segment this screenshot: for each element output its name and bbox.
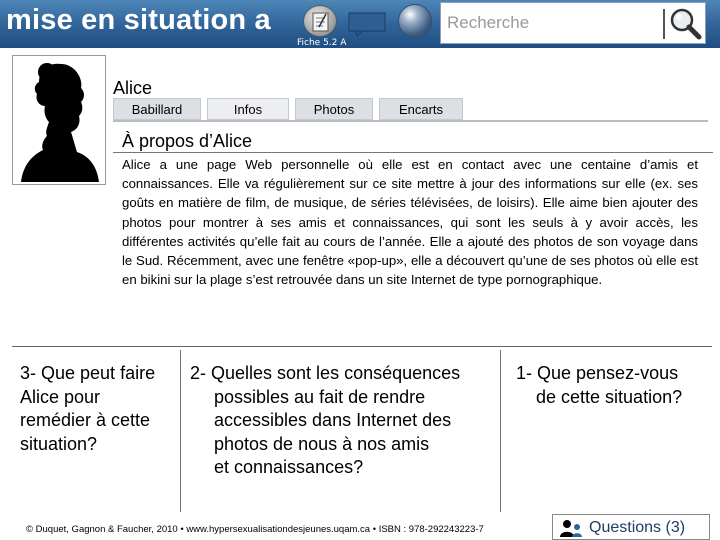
search-separator	[663, 9, 665, 39]
questions-nav[interactable]	[552, 514, 710, 540]
question-3-line: Alice pour	[20, 386, 101, 407]
about-text: Alice a une page Web personnelle où elle est en contact avec une centaine d’amis et connaissances. Elle va régulièrement sur ce site mettre à jour des informations sur elle (ex. ses goûts en matière de film, de musique, de séries télévisées, de loisirs). Elle aime bien ajouter des photos pour montrer à ses amis et connaissances, qui sont les seuls à y avoir accès, les différentes activités qu’elle fait au cours de l’année. Elle a ajouté des photos de son voyage dans le Sud. Récemment, avec une fenêtre «pop-up», elle a découvert qu’une de ses photos où elle est en bikini sur la plage s’est retrouvée dans un site Internet de type pornographique.	[122, 157, 698, 288]
question-1-line: 1- Que pensez-vous	[516, 363, 679, 383]
question-2-line: et connaissances?	[214, 457, 364, 477]
avatar	[12, 55, 106, 185]
sheet-subtitle: Fiche 5.2 A	[297, 38, 347, 48]
tab-babillard[interactable]: Babillard	[113, 98, 201, 120]
question-1	[516, 362, 682, 409]
question-2-line: 2- Quelles sont les conséquences	[190, 363, 461, 383]
tab-underline	[113, 120, 708, 122]
search-box	[440, 2, 706, 44]
globe-icon[interactable]	[398, 4, 432, 38]
question-2-line: photos de nous à nos amis	[214, 433, 430, 454]
tab-photos[interactable]: Photos	[295, 98, 373, 120]
section-divider	[12, 346, 712, 347]
question-3-line: remédier à cette	[20, 410, 151, 430]
column-divider	[180, 350, 181, 512]
question-2	[190, 362, 460, 480]
people-icon	[559, 519, 585, 537]
question-3-line: situation?	[20, 433, 98, 454]
woman-silhouette-icon	[19, 58, 101, 184]
question-3-line: 3- Que peut faire	[20, 363, 156, 383]
search-input[interactable]	[447, 11, 657, 35]
question-1-line: de cette situation?	[536, 386, 683, 407]
question-2-line: possibles au fait de rendre	[214, 386, 426, 407]
magnifier-icon[interactable]	[668, 7, 702, 41]
notepad-icon[interactable]	[303, 5, 337, 37]
tab-encarts[interactable]: Encarts	[379, 98, 463, 120]
tab-infos[interactable]: Infos	[207, 98, 289, 120]
profile-name: Alice	[113, 78, 153, 98]
questions-label: Questions (3)	[589, 519, 686, 536]
question-3	[20, 362, 155, 456]
column-divider	[500, 350, 501, 512]
question-2-line: accessibles dans Internet des	[214, 410, 452, 430]
footer-credit: © Duquet, Gagnon & Faucher, 2010 • www.hypersexualisationdesjeunes.uqam.ca • ISBN : 978-292243223-7	[26, 524, 484, 535]
about-divider	[113, 152, 713, 153]
page-title: mise en situation a	[6, 4, 271, 36]
speech-bubble-icon[interactable]	[348, 12, 388, 36]
about-heading: À propos d’Alice	[122, 131, 253, 151]
header-bar	[0, 0, 720, 48]
